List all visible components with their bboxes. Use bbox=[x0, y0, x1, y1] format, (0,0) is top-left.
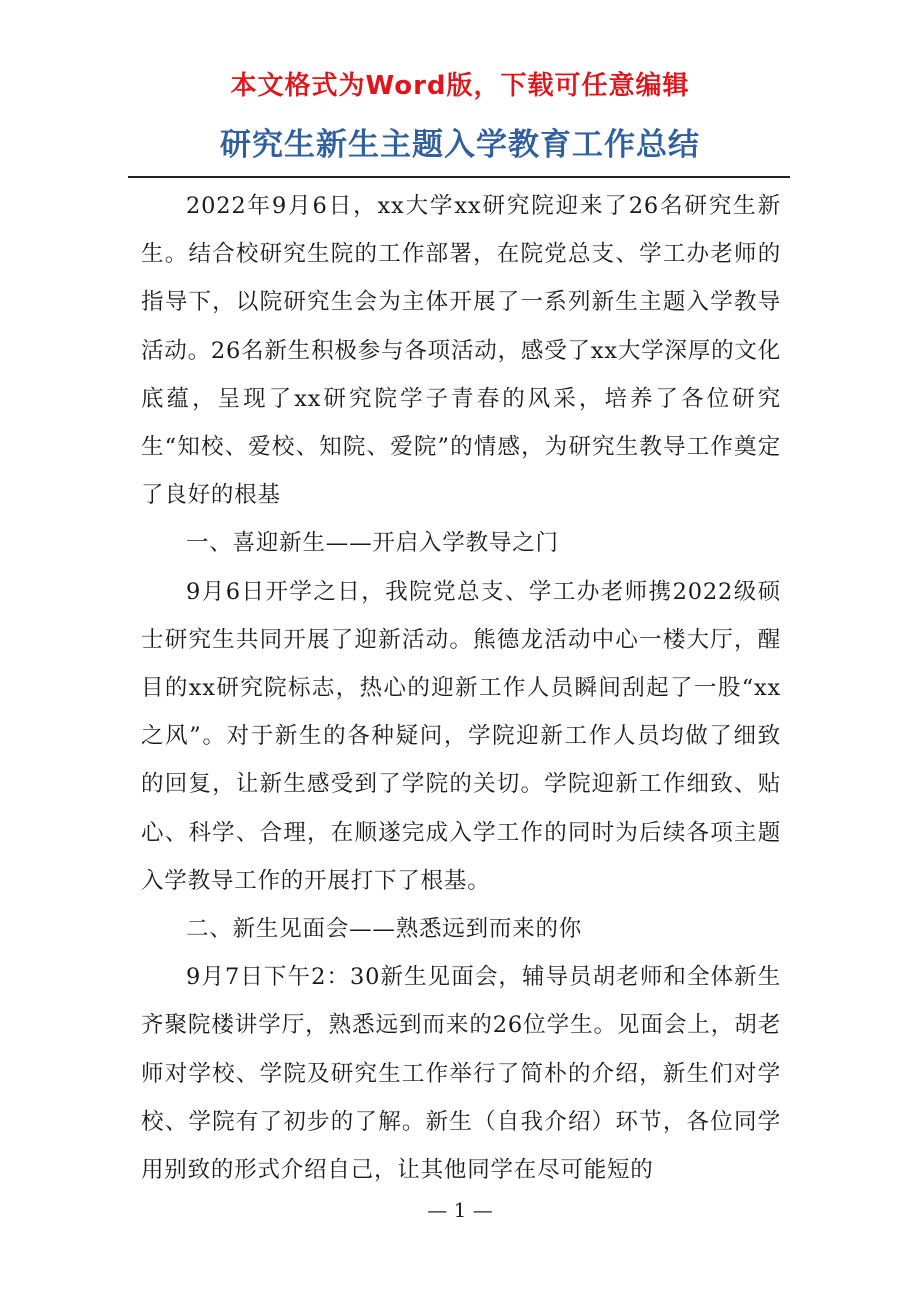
section-heading-1: 一、喜迎新生——开启入学教导之门 bbox=[186, 530, 559, 557]
paragraph-section-2: 9月7日下午2：30新生见面会，辅导员胡老师和全体新生齐聚院楼讲学厅，熟悉远到而来的26位学生。见面会上，胡老师对学校、学院及研究生工作举行了简朴的介绍，新生们对学校、学院有了初步的了解。新生（自我介绍）环节，各位同学用别致的形式介绍自己，让其他同学在尽可能短的 bbox=[141, 964, 781, 1184]
document-body bbox=[141, 182, 781, 1194]
document-title: 研究生新生主题入学教育工作总结 bbox=[220, 127, 700, 163]
section-heading-2: 二、新生见面会——熟悉远到而来的你 bbox=[186, 916, 583, 943]
page-number: — 1 — bbox=[427, 1198, 493, 1222]
format-notice: 本文格式为Word版，下载可任意编辑 bbox=[230, 71, 690, 101]
paragraph-section-1: 9月6日开学之日，我院党总支、学工办老师携2022级硕士研究生共同开展了迎新活动。熊德龙活动中心一楼大厅，醒目的xx研究院标志，热心的迎新工作人员瞬间刮起了一股“xx之风”。对于新生的各种疑问，学院迎新工作人员均做了细致的回复，让新生感受到了学院的关切。学院迎新工作细致、贴心、科学、合理，在顺遂完成入学工作的同时为后续各项主题入学教导工作的开展打下了根基。 bbox=[141, 578, 781, 894]
title-divider bbox=[128, 176, 790, 178]
paragraph-intro: 2022年9月6日，xx大学xx研究院迎来了26名研究生新生。结合校研究生院的工作部署，在院党总支、学工办老师的指导下，以院研究生会为主体开展了一系列新生主题入学教导活动。26名新生积极参与各项活动，感受了xx大学深厚的文化底蕴，呈现了xx研究院学子青春的风采，培养了各位研究生“知校、爱校、知院、爱院”的情感，为研究生教导工作奠定了良好的根基 bbox=[141, 193, 781, 509]
